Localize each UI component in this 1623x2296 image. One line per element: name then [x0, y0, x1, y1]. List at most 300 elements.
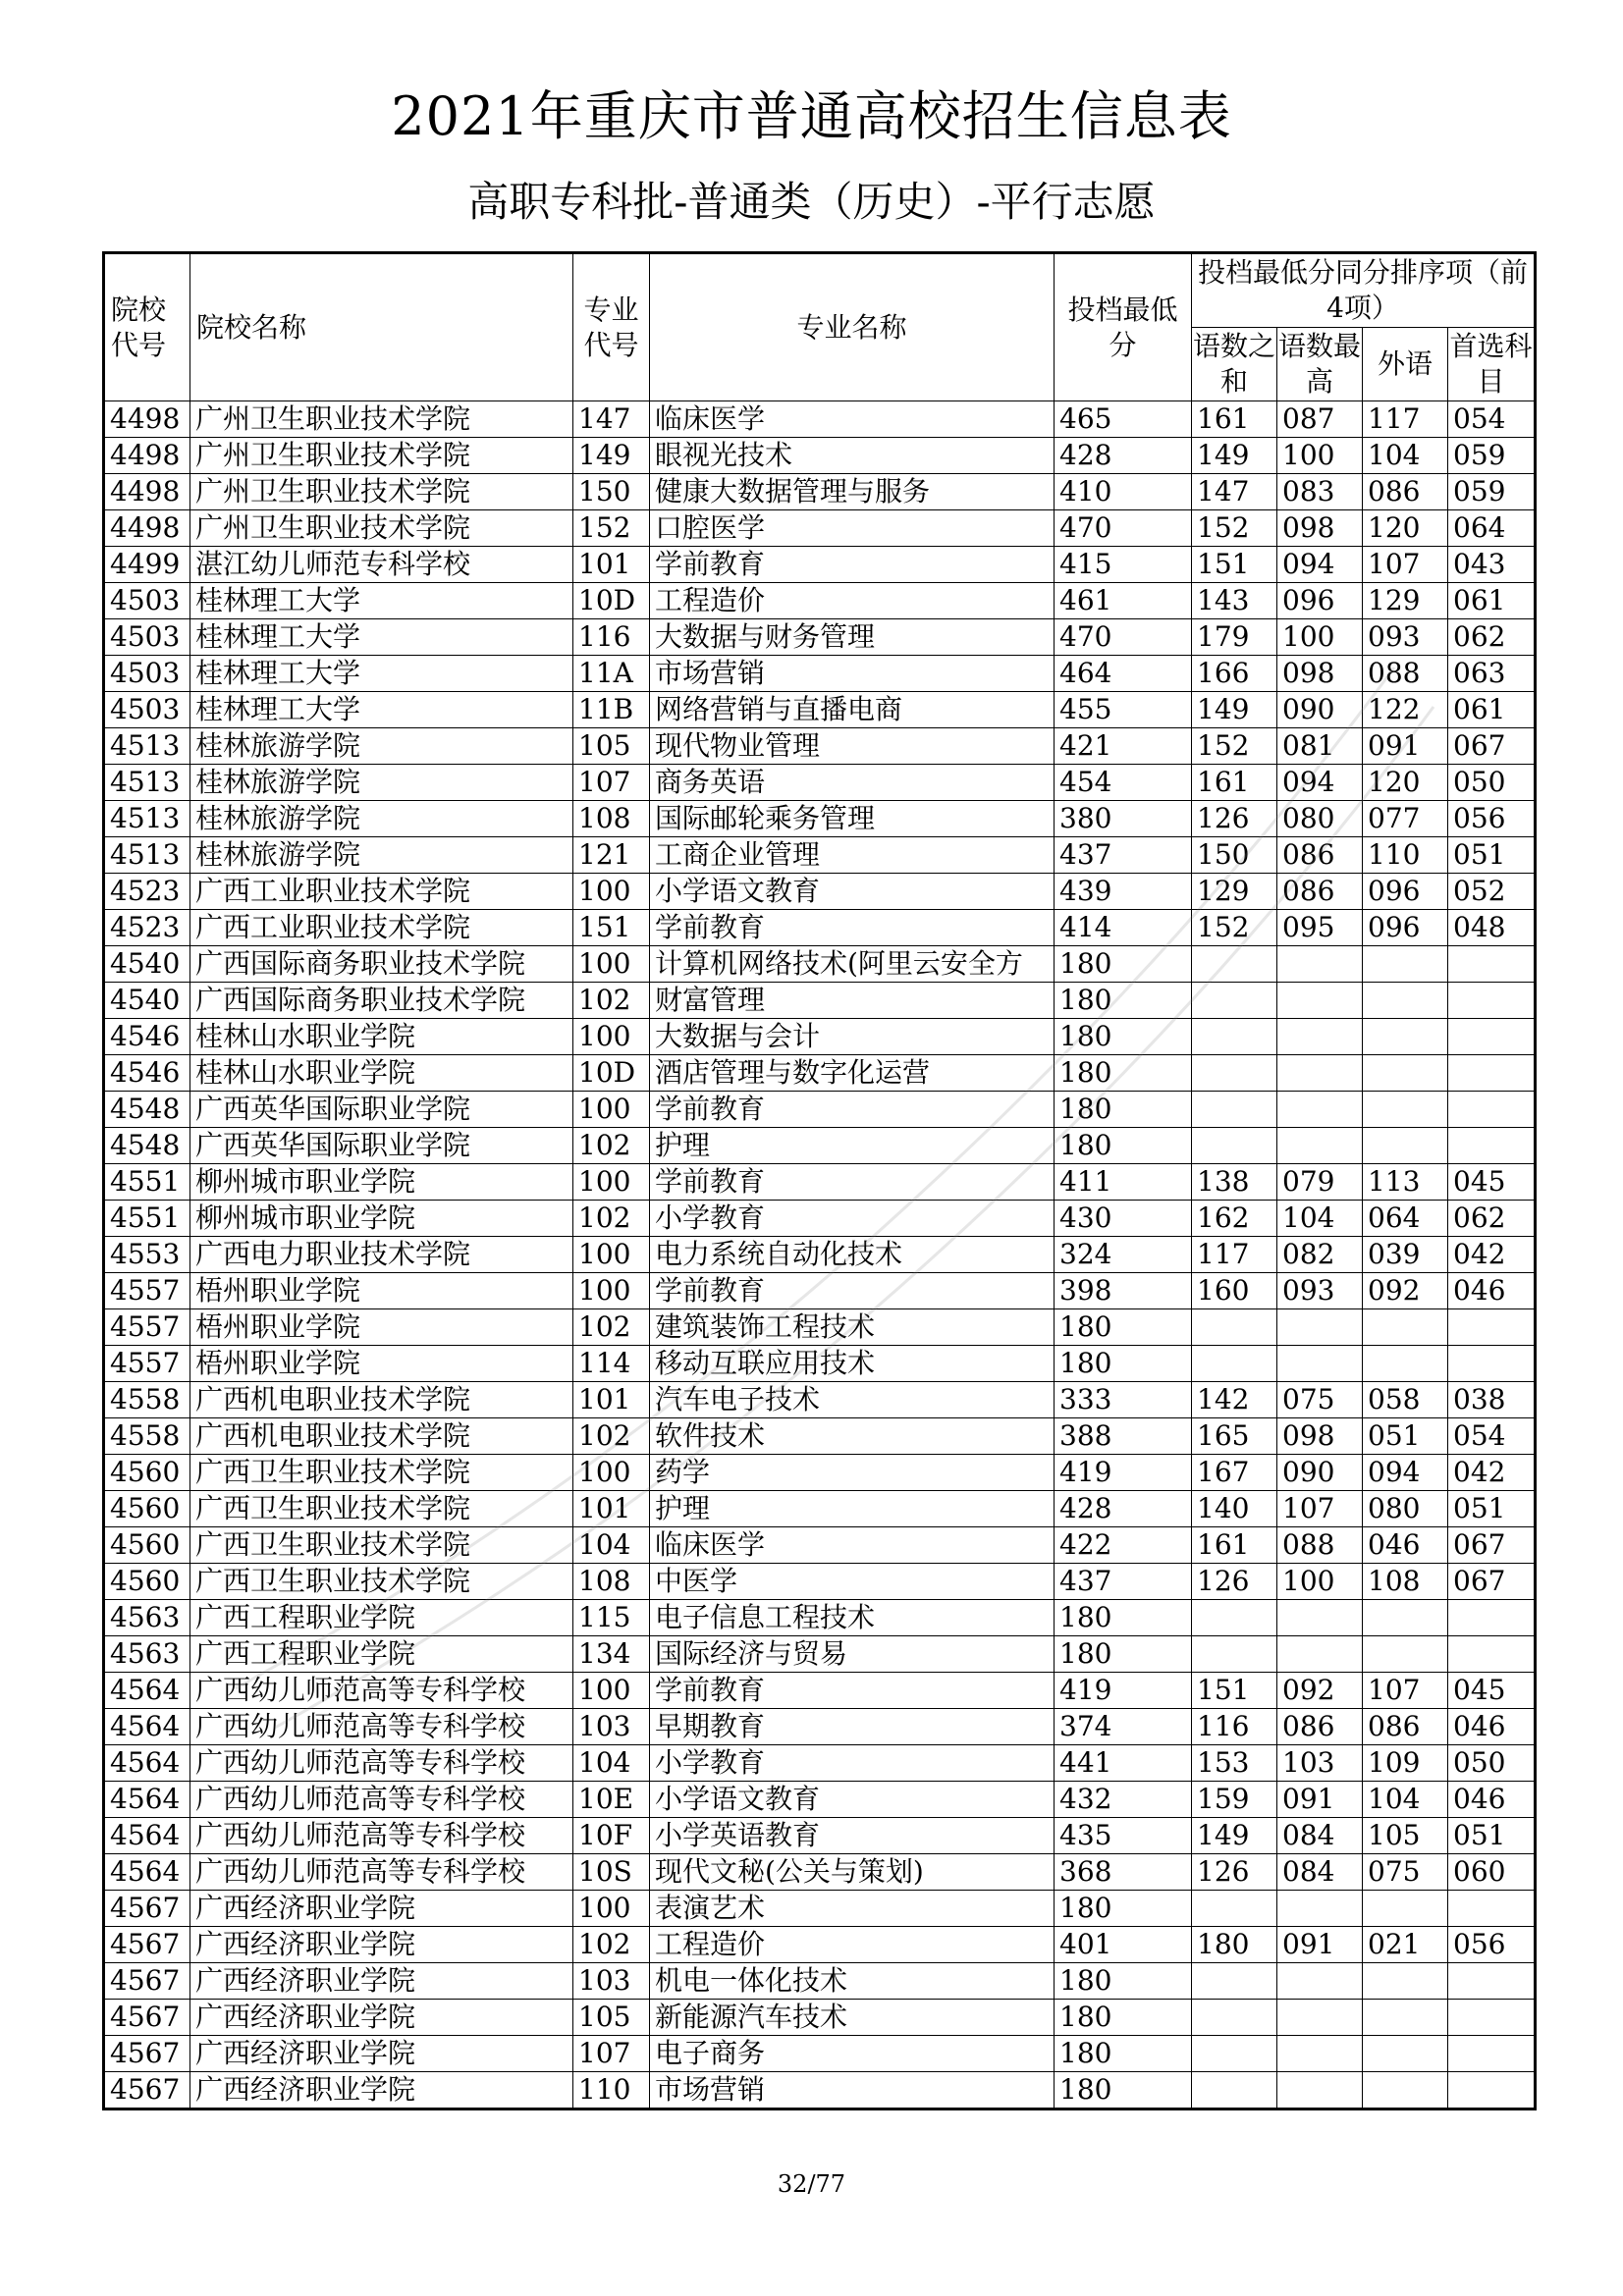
- table-row: [104, 692, 1536, 728]
- max-cm-cell: 086: [1277, 837, 1363, 874]
- min-score-cell: 428: [1055, 438, 1192, 474]
- school-code-cell: 4563: [104, 1600, 190, 1636]
- header-school-code: 院校代号: [104, 253, 190, 401]
- sum-cm-cell: 165: [1192, 1418, 1277, 1455]
- header-first-subject: 首选科目: [1448, 328, 1536, 401]
- first-subject-cell: 056: [1448, 1927, 1536, 1963]
- sum-cm-cell: 151: [1192, 1673, 1277, 1709]
- first-subject-cell: [1448, 2000, 1536, 2036]
- major-code-cell: 114: [573, 1346, 650, 1382]
- table-row: [104, 474, 1536, 510]
- major-name-cell: 学前教育: [650, 910, 1055, 946]
- foreign-cell: 064: [1363, 1201, 1448, 1237]
- school-code-cell: 4498: [104, 474, 190, 510]
- sum-cm-cell: [1192, 1636, 1277, 1673]
- major-code-cell: 151: [573, 910, 650, 946]
- foreign-cell: 113: [1363, 1164, 1448, 1201]
- first-subject-cell: 048: [1448, 910, 1536, 946]
- foreign-cell: 096: [1363, 874, 1448, 910]
- header-sum-chinese-math: 语数之和: [1192, 328, 1277, 401]
- school-name-cell: 桂林理工大学: [190, 692, 573, 728]
- major-name-cell: 国际经济与贸易: [650, 1636, 1055, 1673]
- table-row: [104, 765, 1536, 801]
- sum-cm-cell: 126: [1192, 1854, 1277, 1891]
- major-name-cell: 酒店管理与数字化运营: [650, 1055, 1055, 1092]
- school-name-cell: 广州卫生职业技术学院: [190, 401, 573, 438]
- major-name-cell: 学前教育: [650, 547, 1055, 583]
- table-row: [104, 1092, 1536, 1128]
- min-score-cell: 368: [1055, 1854, 1192, 1891]
- major-name-cell: 学前教育: [650, 1273, 1055, 1309]
- major-name-cell: 工程造价: [650, 1927, 1055, 1963]
- school-name-cell: 桂林旅游学院: [190, 728, 573, 765]
- major-code-cell: 10D: [573, 583, 650, 619]
- first-subject-cell: [1448, 1963, 1536, 2000]
- foreign-cell: 107: [1363, 547, 1448, 583]
- min-score-cell: 180: [1055, 2072, 1192, 2109]
- min-score-cell: 430: [1055, 1201, 1192, 1237]
- min-score-cell: 374: [1055, 1709, 1192, 1745]
- header-major-name: 专业名称: [650, 253, 1055, 401]
- sum-cm-cell: [1192, 1128, 1277, 1164]
- school-code-cell: 4546: [104, 1055, 190, 1092]
- foreign-cell: [1363, 946, 1448, 983]
- school-name-cell: 广西幼儿师范高等专科学校: [190, 1709, 573, 1745]
- foreign-cell: 046: [1363, 1527, 1448, 1564]
- first-subject-cell: [1448, 1346, 1536, 1382]
- min-score-cell: 437: [1055, 1564, 1192, 1600]
- table-row: [104, 1927, 1536, 1963]
- major-name-cell: 汽车电子技术: [650, 1382, 1055, 1418]
- major-name-cell: 临床医学: [650, 1527, 1055, 1564]
- foreign-cell: [1363, 2036, 1448, 2072]
- max-cm-cell: 084: [1277, 1854, 1363, 1891]
- foreign-cell: 091: [1363, 728, 1448, 765]
- major-code-cell: 105: [573, 2000, 650, 2036]
- school-code-cell: 4564: [104, 1854, 190, 1891]
- major-code-cell: 102: [573, 983, 650, 1019]
- max-cm-cell: [1277, 1636, 1363, 1673]
- min-score-cell: 411: [1055, 1164, 1192, 1201]
- school-name-cell: 广西幼儿师范高等专科学校: [190, 1673, 573, 1709]
- table-row: [104, 1745, 1536, 1782]
- min-score-cell: 180: [1055, 1019, 1192, 1055]
- foreign-cell: 110: [1363, 837, 1448, 874]
- min-score-cell: 441: [1055, 1745, 1192, 1782]
- major-name-cell: 软件技术: [650, 1418, 1055, 1455]
- table-row: [104, 2036, 1536, 2072]
- min-score-cell: 180: [1055, 1346, 1192, 1382]
- major-name-cell: 市场营销: [650, 2072, 1055, 2109]
- sum-cm-cell: 161: [1192, 1527, 1277, 1564]
- sum-cm-cell: 147: [1192, 474, 1277, 510]
- table-row: [104, 1636, 1536, 1673]
- school-code-cell: 4557: [104, 1309, 190, 1346]
- first-subject-cell: [1448, 2036, 1536, 2072]
- min-score-cell: 180: [1055, 1963, 1192, 2000]
- sum-cm-cell: 166: [1192, 656, 1277, 692]
- min-score-cell: 454: [1055, 765, 1192, 801]
- school-name-cell: 桂林理工大学: [190, 619, 573, 656]
- school-code-cell: 4564: [104, 1709, 190, 1745]
- major-name-cell: 现代文秘(公关与策划): [650, 1854, 1055, 1891]
- sum-cm-cell: [1192, 1309, 1277, 1346]
- page-title: 2021年重庆市普通高校招生信息表: [391, 85, 1232, 147]
- foreign-cell: 086: [1363, 1709, 1448, 1745]
- table-row: [104, 801, 1536, 837]
- sum-cm-cell: [1192, 2036, 1277, 2072]
- major-name-cell: 药学: [650, 1455, 1055, 1491]
- table-row: [104, 401, 1536, 438]
- major-code-cell: 152: [573, 510, 650, 547]
- max-cm-cell: 096: [1277, 583, 1363, 619]
- sum-cm-cell: 126: [1192, 1564, 1277, 1600]
- sum-cm-cell: [1192, 946, 1277, 983]
- sum-cm-cell: 149: [1192, 692, 1277, 728]
- max-cm-cell: 079: [1277, 1164, 1363, 1201]
- min-score-cell: 388: [1055, 1418, 1192, 1455]
- max-cm-cell: 087: [1277, 401, 1363, 438]
- school-code-cell: 4499: [104, 547, 190, 583]
- school-name-cell: 广西幼儿师范高等专科学校: [190, 1745, 573, 1782]
- min-score-cell: 464: [1055, 656, 1192, 692]
- school-name-cell: 广西机电职业技术学院: [190, 1382, 573, 1418]
- major-code-cell: 108: [573, 801, 650, 837]
- table-row: [104, 1600, 1536, 1636]
- school-code-cell: 4503: [104, 583, 190, 619]
- max-cm-cell: [1277, 2072, 1363, 2109]
- school-code-cell: 4557: [104, 1346, 190, 1382]
- max-cm-cell: 081: [1277, 728, 1363, 765]
- first-subject-cell: 067: [1448, 1564, 1536, 1600]
- major-name-cell: 小学语文教育: [650, 874, 1055, 910]
- school-code-cell: 4546: [104, 1019, 190, 1055]
- school-name-cell: 广西卫生职业技术学院: [190, 1527, 573, 1564]
- foreign-cell: 107: [1363, 1673, 1448, 1709]
- table-row: [104, 1055, 1536, 1092]
- first-subject-cell: 054: [1448, 401, 1536, 438]
- school-name-cell: 桂林旅游学院: [190, 837, 573, 874]
- foreign-cell: 104: [1363, 438, 1448, 474]
- max-cm-cell: 082: [1277, 1237, 1363, 1273]
- foreign-cell: [1363, 1963, 1448, 2000]
- table-row: [104, 2072, 1536, 2109]
- min-score-cell: 180: [1055, 2000, 1192, 2036]
- max-cm-cell: 100: [1277, 619, 1363, 656]
- table-row: [104, 1818, 1536, 1854]
- major-name-cell: 眼视光技术: [650, 438, 1055, 474]
- major-code-cell: 100: [573, 1164, 650, 1201]
- major-name-cell: 护理: [650, 1128, 1055, 1164]
- major-name-cell: 中医学: [650, 1564, 1055, 1600]
- major-code-cell: 105: [573, 728, 650, 765]
- first-subject-cell: [1448, 1636, 1536, 1673]
- max-cm-cell: 100: [1277, 1564, 1363, 1600]
- first-subject-cell: 046: [1448, 1782, 1536, 1818]
- table-row: [104, 1491, 1536, 1527]
- first-subject-cell: 045: [1448, 1673, 1536, 1709]
- max-cm-cell: 095: [1277, 910, 1363, 946]
- school-code-cell: 4513: [104, 837, 190, 874]
- max-cm-cell: [1277, 1019, 1363, 1055]
- max-cm-cell: [1277, 1309, 1363, 1346]
- school-name-cell: 广西经济职业学院: [190, 2000, 573, 2036]
- major-code-cell: 104: [573, 1745, 650, 1782]
- school-name-cell: 广西英华国际职业学院: [190, 1128, 573, 1164]
- major-code-cell: 11A: [573, 656, 650, 692]
- foreign-cell: 093: [1363, 619, 1448, 656]
- school-name-cell: 广西机电职业技术学院: [190, 1418, 573, 1455]
- table-row: [104, 510, 1536, 547]
- table-row: [104, 547, 1536, 583]
- major-name-cell: 市场营销: [650, 656, 1055, 692]
- table-row: [104, 1564, 1536, 1600]
- min-score-cell: 414: [1055, 910, 1192, 946]
- table-row: [104, 1455, 1536, 1491]
- sum-cm-cell: 117: [1192, 1237, 1277, 1273]
- table-row: [104, 1273, 1536, 1309]
- table-row: [104, 1891, 1536, 1927]
- foreign-cell: [1363, 1346, 1448, 1382]
- first-subject-cell: 045: [1448, 1164, 1536, 1201]
- table-row: [104, 656, 1536, 692]
- min-score-cell: 333: [1055, 1382, 1192, 1418]
- school-code-cell: 4523: [104, 910, 190, 946]
- school-name-cell: 柳州城市职业学院: [190, 1201, 573, 1237]
- school-code-cell: 4567: [104, 2036, 190, 2072]
- min-score-cell: 180: [1055, 983, 1192, 1019]
- min-score-cell: 180: [1055, 1309, 1192, 1346]
- max-cm-cell: [1277, 983, 1363, 1019]
- first-subject-cell: 051: [1448, 1491, 1536, 1527]
- major-name-cell: 现代物业管理: [650, 728, 1055, 765]
- school-code-cell: 4540: [104, 946, 190, 983]
- min-score-cell: 180: [1055, 946, 1192, 983]
- max-cm-cell: 086: [1277, 874, 1363, 910]
- sum-cm-cell: 149: [1192, 1818, 1277, 1854]
- school-name-cell: 广西国际商务职业技术学院: [190, 946, 573, 983]
- first-subject-cell: 063: [1448, 656, 1536, 692]
- sum-cm-cell: 159: [1192, 1782, 1277, 1818]
- foreign-cell: 108: [1363, 1564, 1448, 1600]
- max-cm-cell: 094: [1277, 765, 1363, 801]
- school-code-cell: 4503: [104, 692, 190, 728]
- school-code-cell: 4548: [104, 1092, 190, 1128]
- major-name-cell: 学前教育: [650, 1092, 1055, 1128]
- major-name-cell: 机电一体化技术: [650, 1963, 1055, 2000]
- first-subject-cell: 059: [1448, 474, 1536, 510]
- sum-cm-cell: 180: [1192, 1927, 1277, 1963]
- sum-cm-cell: [1192, 2072, 1277, 2109]
- sum-cm-cell: 161: [1192, 765, 1277, 801]
- school-name-cell: 柳州城市职业学院: [190, 1164, 573, 1201]
- foreign-cell: 058: [1363, 1382, 1448, 1418]
- table-row: [104, 2000, 1536, 2036]
- major-code-cell: 150: [573, 474, 650, 510]
- min-score-cell: 455: [1055, 692, 1192, 728]
- school-name-cell: 广西卫生职业技术学院: [190, 1455, 573, 1491]
- max-cm-cell: 092: [1277, 1673, 1363, 1709]
- major-code-cell: 102: [573, 1309, 650, 1346]
- sum-cm-cell: 150: [1192, 837, 1277, 874]
- foreign-cell: 088: [1363, 656, 1448, 692]
- major-code-cell: 102: [573, 1128, 650, 1164]
- first-subject-cell: 064: [1448, 510, 1536, 547]
- max-cm-cell: [1277, 1055, 1363, 1092]
- min-score-cell: 461: [1055, 583, 1192, 619]
- max-cm-cell: 086: [1277, 1709, 1363, 1745]
- first-subject-cell: [1448, 946, 1536, 983]
- major-name-cell: 国际邮轮乘务管理: [650, 801, 1055, 837]
- max-cm-cell: 088: [1277, 1527, 1363, 1564]
- min-score-cell: 439: [1055, 874, 1192, 910]
- major-name-cell: 小学教育: [650, 1745, 1055, 1782]
- page-number: 32/77: [777, 2170, 846, 2198]
- foreign-cell: 120: [1363, 765, 1448, 801]
- first-subject-cell: 042: [1448, 1455, 1536, 1491]
- major-name-cell: 电子信息工程技术: [650, 1600, 1055, 1636]
- school-name-cell: 广西工程职业学院: [190, 1600, 573, 1636]
- foreign-cell: [1363, 1128, 1448, 1164]
- table-row: [104, 1527, 1536, 1564]
- major-name-cell: 新能源汽车技术: [650, 2000, 1055, 2036]
- sum-cm-cell: 138: [1192, 1164, 1277, 1201]
- foreign-cell: 104: [1363, 1782, 1448, 1818]
- first-subject-cell: 050: [1448, 765, 1536, 801]
- school-name-cell: 桂林山水职业学院: [190, 1055, 573, 1092]
- major-code-cell: 147: [573, 401, 650, 438]
- school-code-cell: 4567: [104, 1891, 190, 1927]
- major-code-cell: 116: [573, 619, 650, 656]
- header-school-name: 院校名称: [190, 253, 573, 401]
- school-name-cell: 广州卫生职业技术学院: [190, 438, 573, 474]
- table-row: [104, 1673, 1536, 1709]
- major-code-cell: 100: [573, 874, 650, 910]
- school-name-cell: 湛江幼儿师范专科学校: [190, 547, 573, 583]
- sum-cm-cell: 116: [1192, 1709, 1277, 1745]
- sum-cm-cell: 153: [1192, 1745, 1277, 1782]
- header-foreign-language: 外语: [1363, 328, 1448, 401]
- foreign-cell: 105: [1363, 1818, 1448, 1854]
- first-subject-cell: 038: [1448, 1382, 1536, 1418]
- foreign-cell: [1363, 1055, 1448, 1092]
- table-row: [104, 946, 1536, 983]
- school-code-cell: 4551: [104, 1164, 190, 1201]
- sum-cm-cell: 160: [1192, 1273, 1277, 1309]
- school-name-cell: 桂林山水职业学院: [190, 1019, 573, 1055]
- major-code-cell: 100: [573, 1455, 650, 1491]
- min-score-cell: 180: [1055, 1092, 1192, 1128]
- min-score-cell: 465: [1055, 401, 1192, 438]
- table-row: [104, 1382, 1536, 1418]
- sum-cm-cell: [1192, 1092, 1277, 1128]
- min-score-cell: 180: [1055, 1055, 1192, 1092]
- first-subject-cell: [1448, 1600, 1536, 1636]
- major-name-cell: 工商企业管理: [650, 837, 1055, 874]
- min-score-cell: 180: [1055, 1891, 1192, 1927]
- school-code-cell: 4513: [104, 765, 190, 801]
- major-code-cell: 103: [573, 1709, 650, 1745]
- table-row: [104, 910, 1536, 946]
- page-subtitle: 高职专科批-普通类（历史）-平行志愿: [467, 178, 1156, 226]
- school-name-cell: 广西经济职业学院: [190, 1963, 573, 2000]
- first-subject-cell: 046: [1448, 1273, 1536, 1309]
- school-name-cell: 广西卫生职业技术学院: [190, 1564, 573, 1600]
- first-subject-cell: [1448, 1891, 1536, 1927]
- first-subject-cell: [1448, 1128, 1536, 1164]
- first-subject-cell: 042: [1448, 1237, 1536, 1273]
- min-score-cell: 419: [1055, 1455, 1192, 1491]
- max-cm-cell: 098: [1277, 656, 1363, 692]
- school-name-cell: 广州卫生职业技术学院: [190, 474, 573, 510]
- min-score-cell: 435: [1055, 1818, 1192, 1854]
- school-name-cell: 广西电力职业技术学院: [190, 1237, 573, 1273]
- table-row: [104, 438, 1536, 474]
- max-cm-cell: 090: [1277, 1455, 1363, 1491]
- first-subject-cell: 067: [1448, 728, 1536, 765]
- sum-cm-cell: [1192, 1891, 1277, 1927]
- max-cm-cell: [1277, 2000, 1363, 2036]
- school-name-cell: 广西经济职业学院: [190, 1927, 573, 1963]
- foreign-cell: [1363, 1019, 1448, 1055]
- school-code-cell: 4567: [104, 1963, 190, 2000]
- min-score-cell: 324: [1055, 1237, 1192, 1273]
- school-code-cell: 4560: [104, 1455, 190, 1491]
- max-cm-cell: 090: [1277, 692, 1363, 728]
- major-name-cell: 健康大数据管理与服务: [650, 474, 1055, 510]
- school-name-cell: 广西卫生职业技术学院: [190, 1491, 573, 1527]
- max-cm-cell: 083: [1277, 474, 1363, 510]
- sum-cm-cell: [1192, 983, 1277, 1019]
- school-code-cell: 4513: [104, 728, 190, 765]
- school-code-cell: 4523: [104, 874, 190, 910]
- major-code-cell: 10D: [573, 1055, 650, 1092]
- sum-cm-cell: 143: [1192, 583, 1277, 619]
- school-code-cell: 4558: [104, 1382, 190, 1418]
- sum-cm-cell: [1192, 1600, 1277, 1636]
- major-code-cell: 149: [573, 438, 650, 474]
- school-name-cell: 梧州职业学院: [190, 1309, 573, 1346]
- first-subject-cell: 067: [1448, 1527, 1536, 1564]
- max-cm-cell: 104: [1277, 1201, 1363, 1237]
- table-row: [104, 1164, 1536, 1201]
- school-code-cell: 4498: [104, 401, 190, 438]
- major-code-cell: 108: [573, 1564, 650, 1600]
- school-name-cell: 桂林理工大学: [190, 583, 573, 619]
- sum-cm-cell: 167: [1192, 1455, 1277, 1491]
- school-name-cell: 桂林旅游学院: [190, 801, 573, 837]
- min-score-cell: 180: [1055, 1128, 1192, 1164]
- school-code-cell: 4560: [104, 1491, 190, 1527]
- sum-cm-cell: [1192, 1055, 1277, 1092]
- table-row: [104, 728, 1536, 765]
- school-name-cell: 广州卫生职业技术学院: [190, 510, 573, 547]
- first-subject-cell: 054: [1448, 1418, 1536, 1455]
- major-name-cell: 小学语文教育: [650, 1782, 1055, 1818]
- school-code-cell: 4560: [104, 1564, 190, 1600]
- foreign-cell: [1363, 1600, 1448, 1636]
- foreign-cell: 051: [1363, 1418, 1448, 1455]
- major-name-cell: 早期教育: [650, 1709, 1055, 1745]
- school-name-cell: 广西经济职业学院: [190, 2072, 573, 2109]
- major-code-cell: 102: [573, 1201, 650, 1237]
- max-cm-cell: 100: [1277, 438, 1363, 474]
- foreign-cell: [1363, 1891, 1448, 1927]
- school-name-cell: 梧州职业学院: [190, 1346, 573, 1382]
- major-code-cell: 102: [573, 1418, 650, 1455]
- school-code-cell: 4564: [104, 1818, 190, 1854]
- sum-cm-cell: [1192, 1019, 1277, 1055]
